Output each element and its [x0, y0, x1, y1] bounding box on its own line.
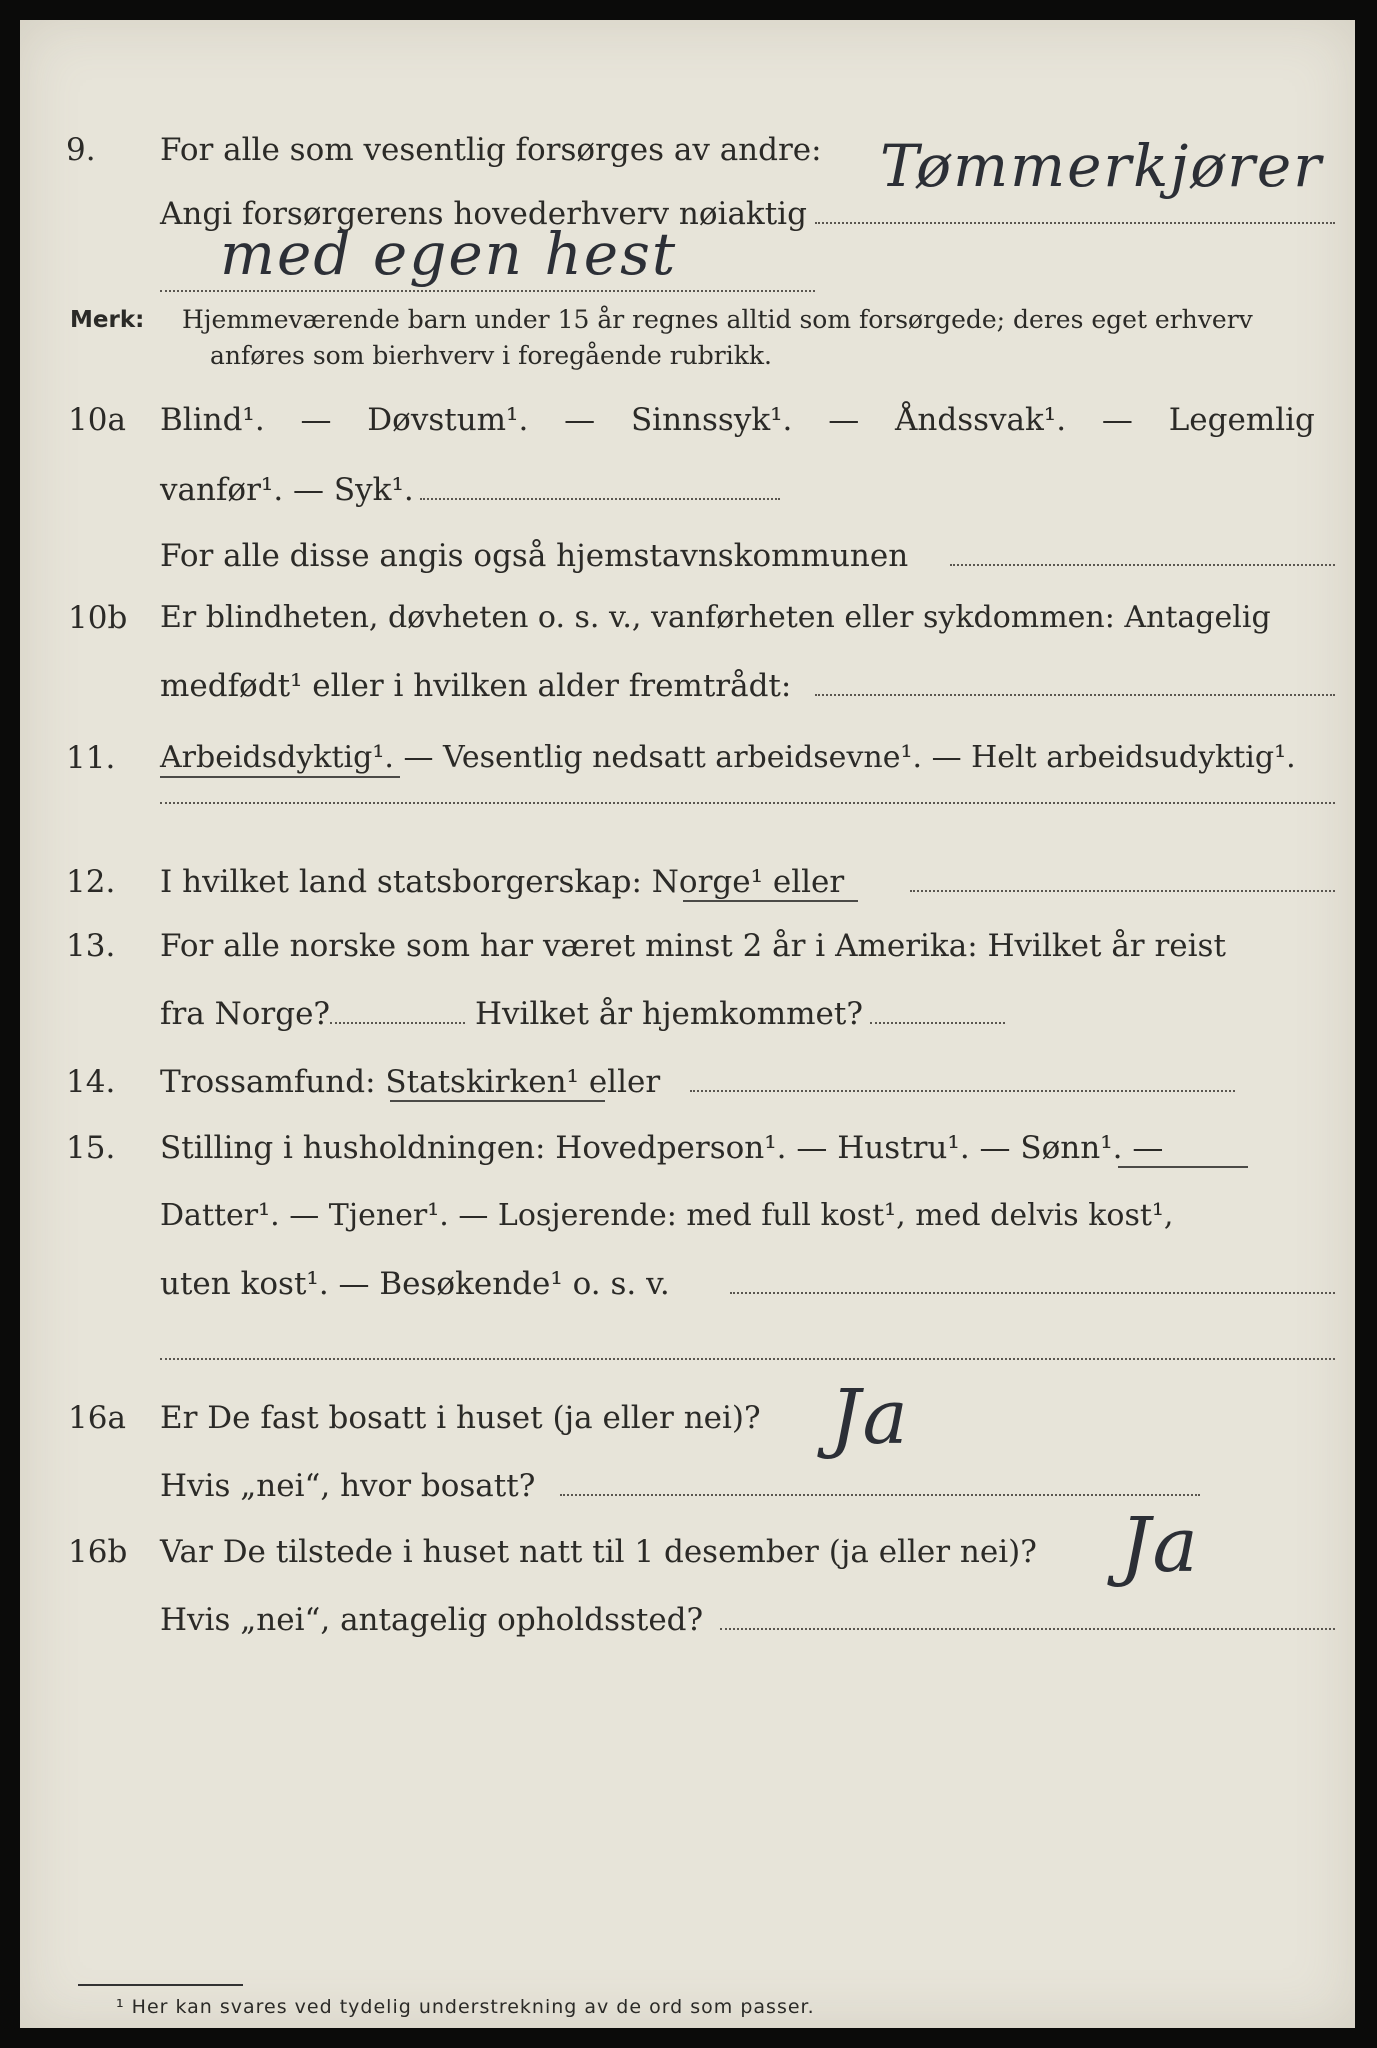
q15-text-line3: uten kost¹. — Besøkende¹ o. s. v.: [160, 1266, 670, 1302]
q10a-dotted-line-2: [950, 564, 1335, 566]
q13-number: 13.: [66, 928, 116, 964]
q10a-word-1: Blind¹.: [160, 402, 265, 438]
q11-text-line1: Arbeidsdyktig¹. — Vesentlig nedsatt arbeidsevne¹. — Helt arbeidsudyktig¹.: [160, 740, 1296, 775]
q14-number: 14.: [66, 1064, 116, 1100]
q13-dotted-line-1: [330, 1022, 465, 1024]
q16b-line2: [20, 1594, 1355, 1646]
q16a-text-line1: Er De fast bosatt i huset (ja eller nei)?: [160, 1400, 761, 1436]
q12-text-line1: I hvilket land statsborgerskap: Norge¹ eller: [160, 864, 845, 900]
q10a-line1: [20, 394, 1355, 446]
q10a-word-3: Døvstum¹.: [367, 402, 529, 438]
q9-text-line1: For alle som vesentlig forsørges av andre:: [160, 132, 822, 168]
q11-underline-arbeidsdyktig: [160, 776, 400, 778]
q10a-text-line2: vanfør¹. — Syk¹.: [160, 472, 414, 508]
q15-line3: [20, 1258, 1355, 1310]
q10b-text-line1: Er blindheten, døvheten o. s. v., vanførheten eller sykdommen: Antagelig: [160, 600, 1271, 635]
q11-dotted-line: [160, 802, 1335, 804]
q13-text-line2a: fra Norge?: [160, 996, 331, 1032]
q15-line2: [20, 1190, 1355, 1242]
merk-text-1: Hjemmeværende barn under 15 år regnes alltid som forsørgede; deres eget erhverv: [182, 305, 1253, 334]
q10a-word-4: —: [564, 402, 596, 438]
q13-dotted-line-2: [870, 1022, 1005, 1024]
q10a-word-8: —: [1101, 402, 1133, 438]
q15-text-line1: Stilling i husholdningen: Hovedperson¹. — Hustru¹. — Sønn¹. —: [160, 1130, 1164, 1166]
q10a-word-2: —: [300, 402, 332, 438]
q12-dotted-line: [910, 890, 1335, 892]
q10a-word-6: —: [828, 402, 860, 438]
footnote-rule: [78, 1984, 243, 1986]
q14-underline-statskirken: [390, 1100, 605, 1102]
q10a-dotted-line-1: [420, 498, 780, 500]
q10a-number: 10a: [68, 402, 126, 438]
q10b-line1: [20, 592, 1355, 644]
q12-number: 12.: [66, 864, 116, 900]
q10a-word-5: Sinnssyk¹.: [630, 402, 793, 438]
q14-line1: [20, 1056, 1355, 1108]
q16a-number: 16a: [68, 1400, 126, 1436]
q15-underline-sonn: [1118, 1166, 1248, 1168]
q13-text-line1: For alle norske som har været minst 2 år i Amerika: Hvilket år reist: [160, 928, 1226, 964]
q10a-text-line3: For alle disse angis også hjemstavnskommunen: [160, 538, 909, 574]
q13-line2: [20, 988, 1355, 1040]
q15-dotted-line-2: [160, 1358, 1335, 1360]
q9-handwritten-answer-1: Tømmerkjører: [880, 132, 1323, 200]
q10b-dotted-line: [815, 694, 1335, 696]
q10b-number: 10b: [68, 600, 128, 636]
q16b-number: 16b: [68, 1534, 128, 1570]
q16a-text-line2: Hvis „nei“, hvor bosatt?: [160, 1468, 536, 1504]
q16a-dotted-line: [560, 1494, 1200, 1496]
q9-answer-dotted-line-2: [160, 290, 815, 292]
census-form-page: [20, 20, 1355, 2028]
q9-text-line2: Angi forsørgerens hovederhverv nøiaktig: [160, 196, 807, 232]
q10a-word-7: Åndssvak¹.: [895, 402, 1067, 438]
q16b-text-line2: Hvis „nei“, antagelig opholdssted?: [160, 1602, 704, 1638]
q10a-line3: [20, 530, 1355, 582]
q16b-handwritten-answer: Ja: [1120, 1500, 1200, 1589]
q13-text-line2b: Hvilket år hjemkommet?: [475, 996, 863, 1032]
q10b-line2: [20, 660, 1355, 712]
q16a-handwritten-answer: Ja: [830, 1372, 910, 1461]
q16b-dotted-line: [720, 1628, 1335, 1630]
merk-label: Merk:: [70, 307, 145, 333]
merk-text-line2: anføres som bierhverv i foregående rubrikk.: [210, 341, 772, 370]
q12-underline-norge: [683, 900, 858, 902]
q10a-text-line1: [160, 394, 1315, 446]
q9-number: 9.: [66, 132, 96, 168]
q13-line1: [20, 920, 1355, 972]
q14-dotted-line: [690, 1090, 1235, 1092]
q14-text-line1: Trossamfund: Statskirken¹ eller: [160, 1064, 661, 1100]
q16a-line1: [20, 1392, 1355, 1444]
q10b-text-line2: medfødt¹ eller i hvilken alder fremtrådt:: [160, 668, 792, 704]
q15-dotted-line-1: [730, 1292, 1335, 1294]
footnote: ¹ Her kan svares ved tydelig understrekning av de ord som passer.: [116, 1996, 815, 2018]
merk-text-line1: [182, 302, 1315, 338]
q9-handwritten-answer-2: med egen hest: [220, 220, 678, 288]
merk-line2: [20, 338, 1355, 390]
q15-text-line2: Datter¹. — Tjener¹. — Losjerende: med full kost¹, med delvis kost¹,: [160, 1198, 1174, 1233]
q10a-line2: [20, 464, 1355, 516]
q11-number: 11.: [66, 740, 116, 776]
q9-answer-dotted-line: [815, 222, 1335, 224]
q15-number: 15.: [66, 1130, 116, 1166]
q16b-text-line1: Var De tilstede i huset natt til 1 desember (ja eller nei)?: [160, 1534, 1037, 1570]
q10a-word-9: Legemlig: [1168, 402, 1315, 438]
